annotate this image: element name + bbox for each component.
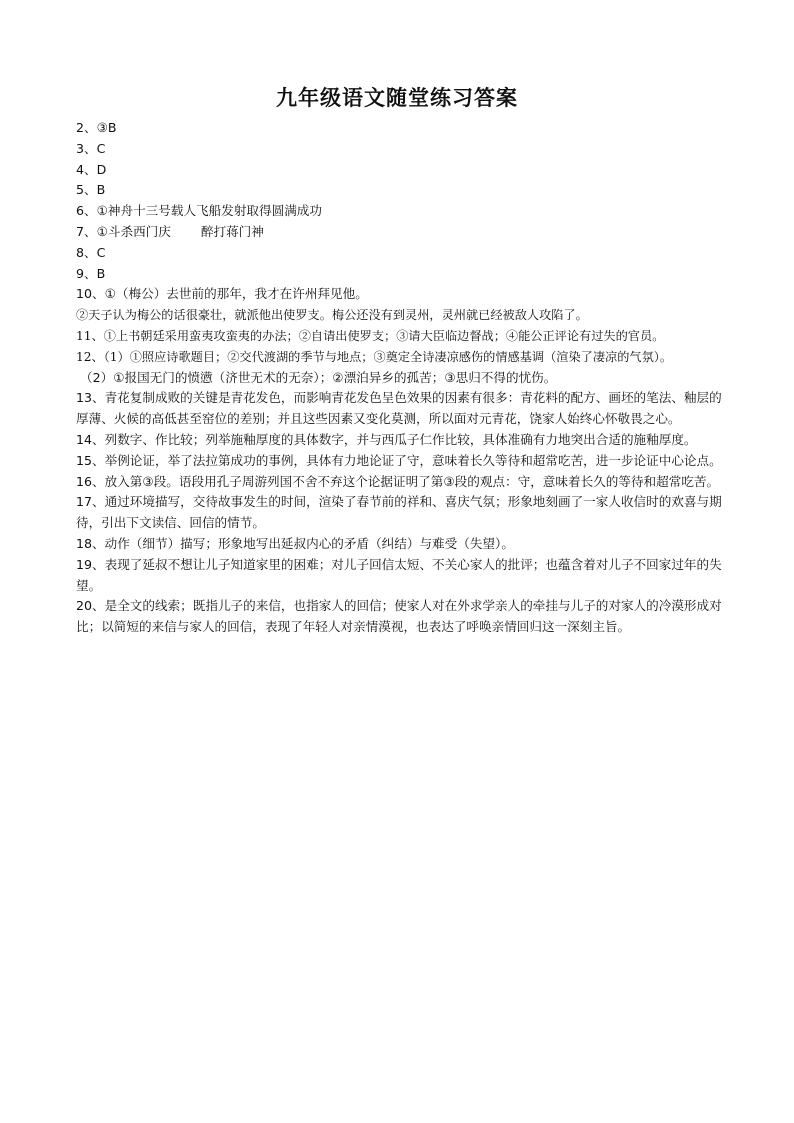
answer-4: 4、D [76, 161, 107, 177]
answer-7-part-2: 醉打蒋门神 [200, 223, 264, 239]
answer-list [76, 118, 724, 638]
answer-20: 20、是全文的线索；既指儿子的来信，也指家人的回信；使家人对在外求学亲人的牵挂与儿子的对家人的冷漠形成对比；以简短的来信与家人的回信，表现了年轻人对亲情漠视，也表达了呼唤亲情回归这一深刻主旨。 [76, 598, 722, 635]
answer-2: 2、③B [76, 120, 117, 135]
answer-15: 15、举例论证，举了法拉第成功的事例，具体有力地论证了守，意味着长久等待和超常吃苦，进一步论证中心论点。 [76, 452, 722, 468]
answer-13: 13、青花复制成败的关键是青花发色，而影响青花发色呈色效果的因素有很多：青花料的配方、画坯的笔法、釉层的厚薄、火候的高低甚至窑位的差别；并且这些因素又变化莫测，所以面对元青花，饶家人始终心怀敬畏之心。 [76, 390, 722, 427]
page-title: 九年级语文随堂练习答案 [276, 86, 518, 110]
answer-19: 19、表现了延叔不想让儿子知道家里的困难；对儿子回信太短、不关心家人的批评；也蕴含着对儿子不回家过年的失望。 [76, 556, 722, 593]
answer-14: 14、列数字、作比较；列举施釉厚度的具体数字，并与西瓜子仁作比较，具体准确有力地突出合适的施釉厚度。 [76, 431, 697, 447]
answer-16: 16、放入第③段。语段用孔子周游列国不舍不弃这个论据证明了第③段的观点：守，意味着长久的等待和超常吃苦。 [76, 473, 720, 489]
answer-17: 17、通过环境描写，交待故事发生的时间，渲染了春节前的祥和、喜庆气氛；形象地刻画了一家人收信时的欢喜与期待，引出下文读信、回信的情节。 [76, 494, 722, 531]
answer-5: 5、B [76, 182, 106, 198]
answer-8: 8、C [76, 244, 106, 260]
answer-12-part-1: 12、（1）①照应诗歌题目；②交代渡湖的季节与地点；③奠定全诗凄凉感伤的情感基调（渲染了凄凉的气氛）。 [76, 349, 673, 364]
answer-6: 6、①神舟十三号载人飞船发射取得圆满成功 [76, 203, 322, 219]
answer-3: 3、C [76, 140, 106, 156]
answer-9: 9、B [76, 265, 106, 281]
answer-10-part-2: ②天子认为梅公的话很豪壮，就派他出使罗支。梅公还没有到灵州，灵州就已经被敌人攻陷了。 [76, 308, 588, 323]
answer-18: 18、动作（细节）描写；形象地写出延叔内心的矛盾（纠结）与难受（失望）。 [76, 535, 514, 551]
answer-10-part-1: 10、①（梅公）去世前的那年，我才在许州拜见他。 [76, 286, 368, 302]
answer-12-part-2: （2）①报国无门的愤懑（济世无术的无奈）；②漂泊异乡的孤苦；③思归不得的忧伤。 [80, 369, 557, 385]
answer-11: 11、①上书朝廷采用蛮夷攻蛮夷的办法；②自请出使罗支；③请大臣临边督战；④能公正评论有过失的官员。 [76, 328, 665, 343]
answer-7 [76, 222, 724, 243]
answer-7-part-1: 7、①斗杀西门庆 [76, 223, 171, 239]
